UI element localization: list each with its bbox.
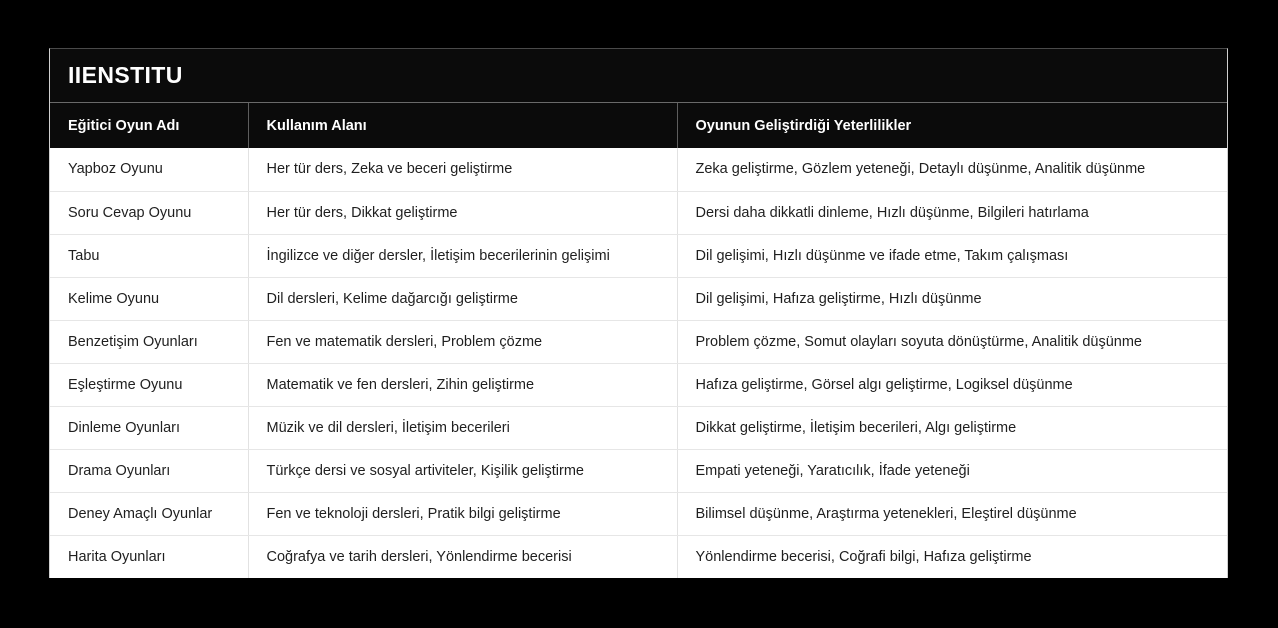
table-row (50, 277, 1227, 320)
cell-usage-area: İngilizce ve diğer dersler, İletişim becerilerinin gelişimi (248, 234, 677, 277)
table-row (50, 535, 1227, 578)
cell-usage-area: Fen ve teknoloji dersleri, Pratik bilgi geliştirme (248, 492, 677, 535)
cell-skills: Dikkat geliştirme, İletişim becerileri, Algı geliştirme (677, 406, 1227, 449)
cell-game-name: Soru Cevap Oyunu (50, 191, 248, 234)
cell-skills: Dil gelişimi, Hızlı düşünme ve ifade etme, Takım çalışması (677, 234, 1227, 277)
cell-usage-area: Türkçe dersi ve sosyal artiviteler, Kişilik geliştirme (248, 449, 677, 492)
cell-skills: Hafıza geliştirme, Görsel algı geliştirme, Logiksel düşünme (677, 363, 1227, 406)
table-row (50, 449, 1227, 492)
table-body (50, 148, 1227, 578)
cell-game-name: Yapboz Oyunu (50, 148, 248, 191)
table-row (50, 234, 1227, 277)
table-head (50, 103, 1227, 148)
cell-skills: Dil gelişimi, Hafıza geliştirme, Hızlı düşünme (677, 277, 1227, 320)
cell-game-name: Kelime Oyunu (50, 277, 248, 320)
cell-game-name: Benzetişim Oyunları (50, 320, 248, 363)
educational-games-table-card (49, 48, 1228, 578)
cell-usage-area: Müzik ve dil dersleri, İletişim becerileri (248, 406, 677, 449)
column-header-skills: Oyunun Geliştirdiği Yeterlilikler (695, 117, 912, 134)
cell-skills: Dersi daha dikkatli dinleme, Hızlı düşünme, Bilgileri hatırlama (677, 191, 1227, 234)
table-row (50, 363, 1227, 406)
cell-game-name: Deney Amaçlı Oyunlar (50, 492, 248, 535)
cell-skills: Yönlendirme becerisi, Coğrafi bilgi, Hafıza geliştirme (695, 548, 1032, 565)
table-row (50, 148, 1227, 191)
cell-game-name: Dinleme Oyunları (50, 406, 248, 449)
cell-usage-area: Her tür ders, Dikkat geliştirme (248, 191, 677, 234)
cell-usage-area: Matematik ve fen dersleri, Zihin geliştirme (248, 363, 677, 406)
cell-usage-area: Her tür ders, Zeka ve beceri geliştirme (248, 148, 677, 191)
cell-usage-area: Fen ve matematik dersleri, Problem çözme (248, 320, 677, 363)
cell-skills: Zeka geliştirme, Gözlem yeteneği, Detaylı düşünme, Analitik düşünme (677, 148, 1227, 191)
brand-bar (50, 49, 1227, 103)
table-row (50, 191, 1227, 234)
cell-usage-area: Dil dersleri, Kelime dağarcığı geliştirme (248, 277, 677, 320)
cell-usage-area: Coğrafya ve tarih dersleri, Yönlendirme becerisi (248, 535, 677, 578)
cell-skills: Problem çözme, Somut olayları soyuta dönüştürme, Analitik düşünme (677, 320, 1227, 363)
table-header-row (50, 103, 1227, 148)
cell-game-name: Tabu (50, 234, 248, 277)
column-header-game-name: Eğitici Oyun Adı (50, 103, 248, 148)
brand-title: IIENSTITU (68, 62, 183, 88)
cell-game-name: Harita Oyunları (50, 535, 248, 578)
cell-game-name: Eşleştirme Oyunu (50, 363, 248, 406)
table-row (50, 492, 1227, 535)
column-header-usage-area: Kullanım Alanı (248, 103, 677, 148)
cell-skills: Empati yeteneği, Yaratıcılık, İfade yeteneği (677, 449, 1227, 492)
cell-skills: Bilimsel düşünme, Araştırma yetenekleri, Eleştirel düşünme (677, 492, 1227, 535)
table-row (50, 406, 1227, 449)
table-row (50, 320, 1227, 363)
educational-games-table (50, 103, 1227, 578)
cell-game-name: Drama Oyunları (50, 449, 248, 492)
